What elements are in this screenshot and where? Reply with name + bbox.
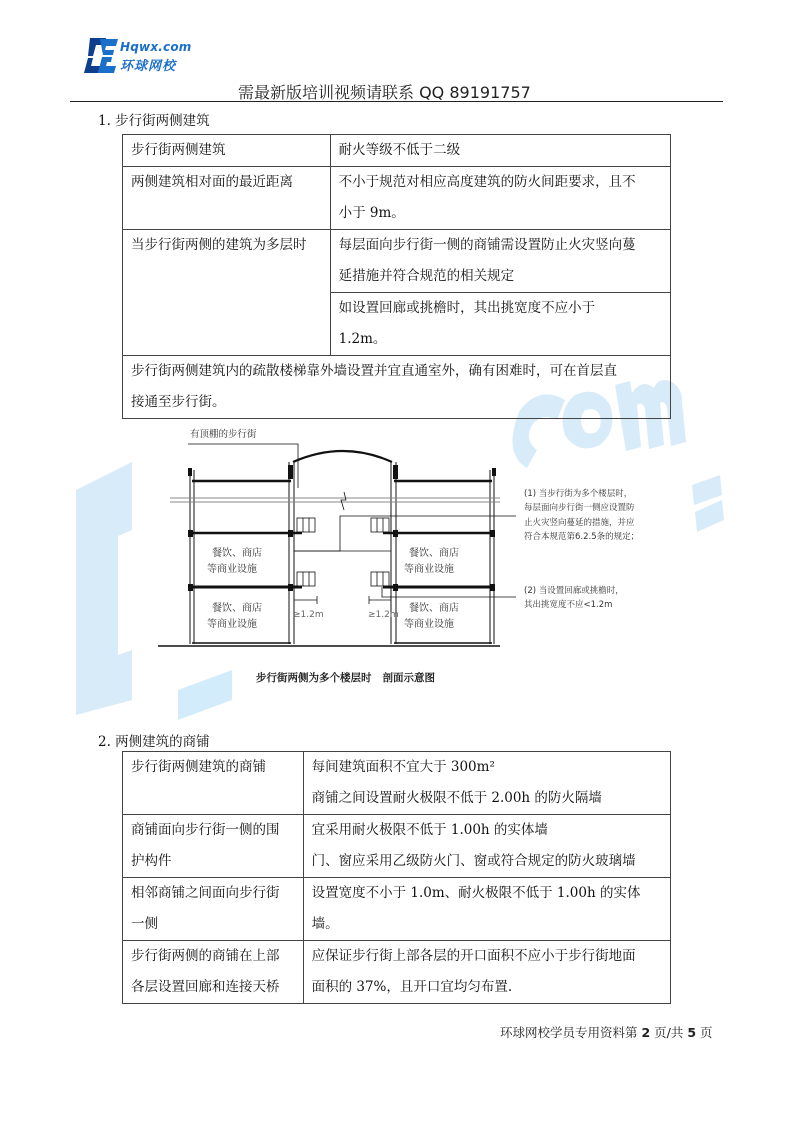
- footer-page-total: 5: [687, 1025, 697, 1040]
- table-cell-content: 耐火等级不低于二级: [330, 135, 670, 167]
- table-cell-label: 相邻商铺之间面向步行街 一侧: [123, 878, 304, 941]
- table-cell-content: 如设置回廊或挑檐时，其出挑宽度不应小于 1.2m。: [330, 293, 670, 356]
- dim-right-label: ≥1.2m: [368, 610, 399, 620]
- table-cell-content: 设置宽度不小于 1.0m、耐火极限不低于 1.00h 的实体 墙。: [303, 878, 670, 941]
- table-row: [123, 752, 671, 815]
- shop-label-r2-a: 餐饮、商店: [409, 548, 459, 559]
- roof-label: 有顶棚的步行街: [190, 429, 257, 440]
- section-diagram: [150, 420, 650, 695]
- note1-line2: 每层面向步行街一侧应设置防: [524, 503, 635, 513]
- footer-suffix: 页: [696, 1025, 713, 1040]
- header-divider: [70, 101, 723, 102]
- shop-label-l1-a: 餐饮、商店: [212, 603, 262, 614]
- hqwx-logo-icon: [84, 36, 120, 76]
- shop-label-r1-a: 餐饮、商店: [409, 603, 459, 614]
- note1-line4: 符合本规范第6.2.5条的规定；: [524, 532, 640, 542]
- note1-line3: 止火灾竖向蔓延的措施，并应: [524, 518, 635, 528]
- table-cell-label: 步行街两侧建筑的商铺: [123, 752, 304, 815]
- note1-line1: (1) 当步行街为多个楼层时，: [524, 489, 633, 499]
- table-cell-label: 商铺面向步行街一侧的围 护构件: [123, 815, 304, 878]
- shop-label-l2-a: 餐饮、商店: [212, 548, 262, 559]
- shop-label-r1-b: 等商业设施: [404, 619, 454, 630]
- table-row: [123, 815, 671, 878]
- table-cell-label: 当步行街两侧的建筑为多层时: [123, 230, 331, 356]
- table-cell-content: 每层面向步行街一侧的商铺需设置防止火灾竖向蔓 延措施并符合规范的相关规定: [330, 230, 670, 293]
- page-footer: [500, 1023, 713, 1041]
- table-row: [123, 356, 671, 419]
- footer-page-number: 2: [641, 1025, 651, 1040]
- table-row: [123, 135, 671, 167]
- table-cell-content: 宜采用耐火极限不低于 1.00h 的实体墙 门、窗应采用乙级防火门、窗或符合规定的防火玻璃墙: [303, 815, 670, 878]
- table-row: [123, 941, 671, 1004]
- table-cell-content: 应保证步行街上部各层的开口面积不应小于步行街地面 面积的 37%，且开口宜均匀布置.: [303, 941, 670, 1004]
- table-cell-content: 每间建筑面积不宜大于 300m² 商铺之间设置耐火极限不低于 2.00h 的防火隔墙: [303, 752, 670, 815]
- footer-prefix: 环球网校学员专用资料第: [500, 1025, 642, 1040]
- table-row: [123, 230, 671, 293]
- table-cell-label: 步行街两侧建筑: [123, 135, 331, 167]
- logo-text-cn: 环球网校: [120, 59, 177, 74]
- shop-label-l1-b: 等商业设施: [207, 619, 257, 630]
- shop-label-l2-b: 等商业设施: [207, 564, 257, 575]
- section-1-table: [122, 134, 671, 419]
- table-cell-label: 两侧建筑相对面的最近距离: [123, 167, 331, 230]
- footer-middle: 页/共: [650, 1025, 688, 1040]
- note2-line2: 其出挑宽度不应<1.2m: [524, 600, 613, 610]
- hqwx-logo: [84, 36, 214, 80]
- table-row: [123, 167, 671, 230]
- table-cell-full: 步行街两侧建筑内的疏散楼梯靠外墙设置并宜直通室外，确有困难时，可在首层直 接通至步行街。: [123, 356, 671, 419]
- header-notice: 需最新版培训视频请联系 QQ 89191757: [238, 83, 531, 102]
- section-2-table: [122, 751, 671, 1004]
- table-cell-label: 步行街两侧的商铺在上部 各层设置回廊和连接天桥: [123, 941, 304, 1004]
- section-1-title: 1. 步行街两侧建筑: [98, 113, 210, 129]
- table-row: [123, 878, 671, 941]
- logo-text-en: Hqwx.com: [120, 40, 192, 54]
- section-2-title: 2. 两侧建筑的商铺: [98, 734, 210, 750]
- shop-label-r2-b: 等商业设施: [404, 564, 454, 575]
- table-cell-content: 不小于规范对相应高度建筑的防火间距要求，且不 小于 9m。: [330, 167, 670, 230]
- dim-left-label: ≥1.2m: [293, 610, 324, 620]
- diagram-caption: 步行街两侧为多个楼层时 剖面示意图: [256, 672, 435, 684]
- note2-line1: (2) 当设置回廊或挑檐时，: [524, 586, 624, 596]
